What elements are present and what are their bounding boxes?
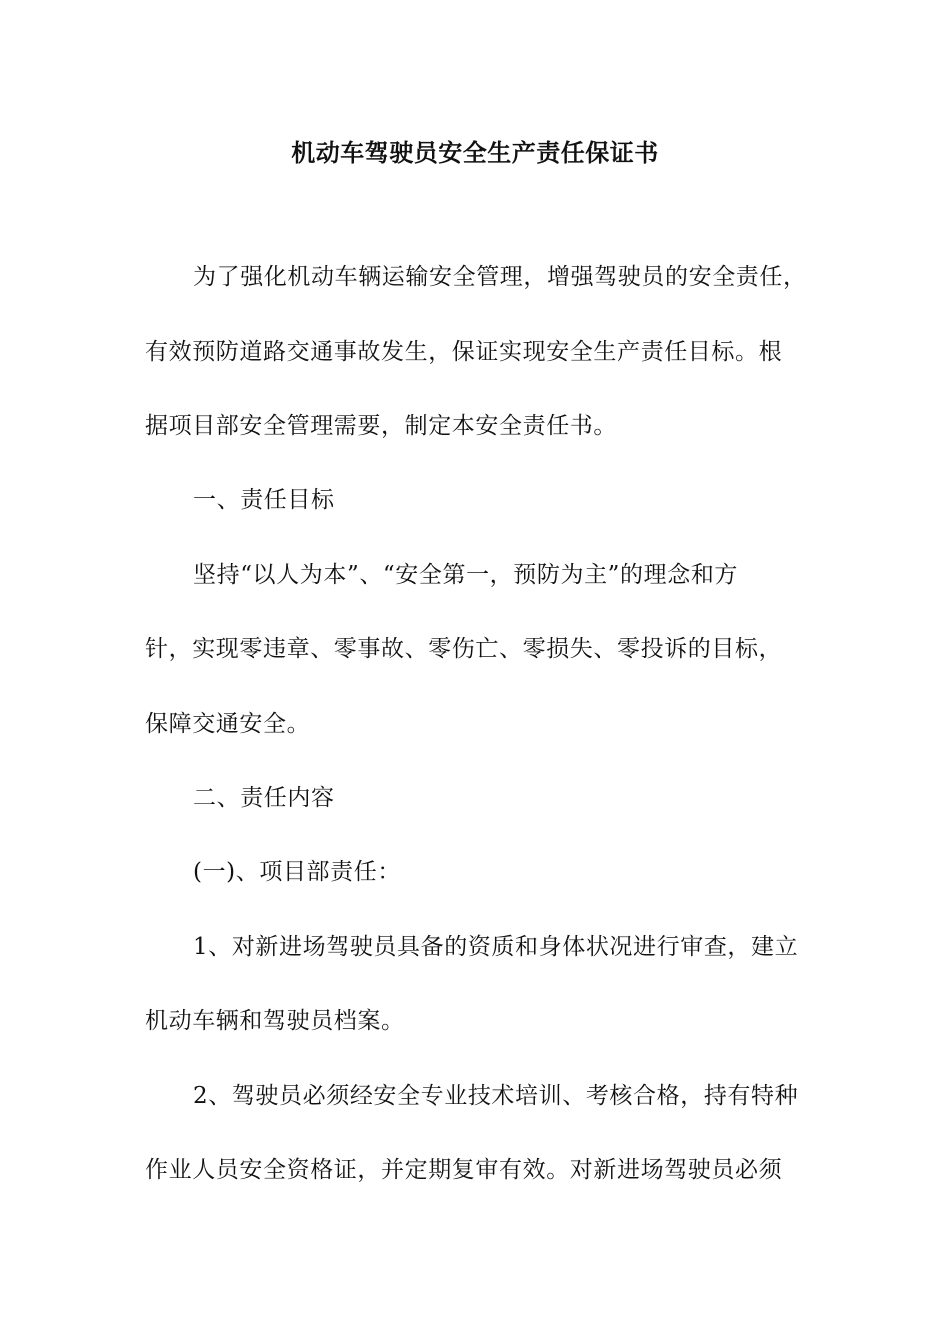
- paragraph-line-7: 1、对新进场驾驶员具备的资质和身体状况进行审查，建立: [193, 934, 799, 960]
- section-heading-responsibility-goal: 一、责任目标: [193, 487, 335, 513]
- section-heading-responsibility-content: 二、责任内容: [193, 785, 335, 811]
- paragraph-line-4: 坚持“以人为本”、“安全第一，预防为主”的理念和方: [193, 562, 739, 588]
- paragraph-line-6: 保障交通安全。: [145, 711, 311, 737]
- paragraph-line-3: 据项目部安全管理需要，制定本安全责任书。: [145, 413, 617, 439]
- paragraph-line-8: 机动车辆和驾驶员档案。: [145, 1008, 405, 1034]
- paragraph-line-5: 针，实现零违章、零事故、零伤亡、零损失、零投诉的目标，: [145, 636, 783, 662]
- paragraph-line-10: 作业人员安全资格证，并定期复审有效。对新进场驾驶员必须: [145, 1157, 783, 1183]
- paragraph-line-2: 有效预防道路交通事故发生，保证实现安全生产责任目标。根: [145, 339, 783, 365]
- subsection-heading-project-department: (一)、项目部责任：: [193, 859, 401, 885]
- paragraph-line-1: 为了强化机动车辆运输安全管理，增强驾驶员的安全责任，: [193, 264, 807, 290]
- document-title: 机动车驾驶员安全生产责任保证书: [291, 138, 659, 167]
- paragraph-line-9: 2、驾驶员必须经安全专业技术培训、考核合格，持有特种: [193, 1083, 799, 1109]
